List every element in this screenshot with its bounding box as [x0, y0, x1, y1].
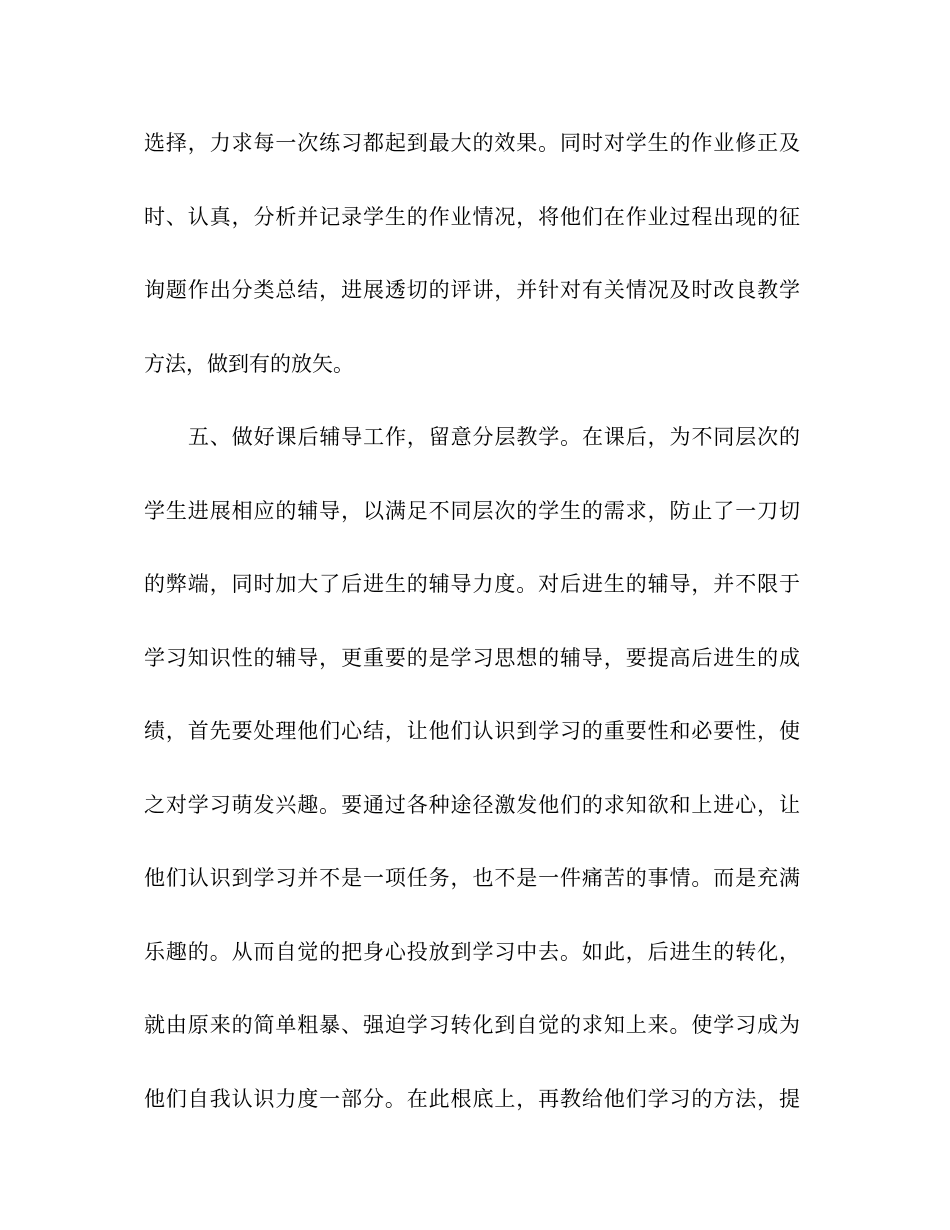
text-line: 绩，首先要处理他们心结，让他们认识到学习的重要性和必要性，使	[144, 719, 800, 743]
text-line: 学生进展相应的辅导，以满足不同层次的学生的需求，防止了一刀切	[144, 498, 800, 523]
text-line: 学习知识性的辅导，更重要的是学习思想的辅导，要提高后进生的成	[144, 645, 800, 670]
text-line: 乐趣的。从而自觉的把身心投放到学习中去。如此，后进生的转化，	[144, 939, 800, 964]
text-line: 他们认识到学习并不是一项任务，也不是一件痛苦的事情。而是充满	[144, 866, 800, 890]
text-line: 他们自我认识力度一部分。在此根底上，再教给他们学习的方法，提	[144, 1086, 800, 1111]
text-line: 的弊端，同时加大了后进生的辅导力度。对后进生的辅导，并不限于	[144, 572, 800, 596]
paragraph-start-line: 五、做好课后辅导工作，留意分层教学。在课后，为不同层次的	[188, 425, 800, 449]
text-line: 选择，力求每一次练习都起到最大的效果。同时对学生的作业修正及	[144, 131, 800, 155]
text-line: 时、认真，分析并记录学生的作业情况，将他们在作业过程出现的征	[144, 204, 800, 229]
text-line: 方法，做到有的放矢。	[144, 351, 354, 376]
text-line: 之对学习萌发兴趣。要通过各种途径激发他们的求知欲和上进心，让	[144, 792, 800, 817]
document-body	[144, 118, 800, 1147]
text-line: 询题作出分类总结，进展透切的评讲，并针对有关情况及时改良教学	[144, 278, 800, 302]
text-line: 就由原来的简单粗暴、强迫学习转化到自觉的求知上来。使学习成为	[144, 1013, 800, 1037]
